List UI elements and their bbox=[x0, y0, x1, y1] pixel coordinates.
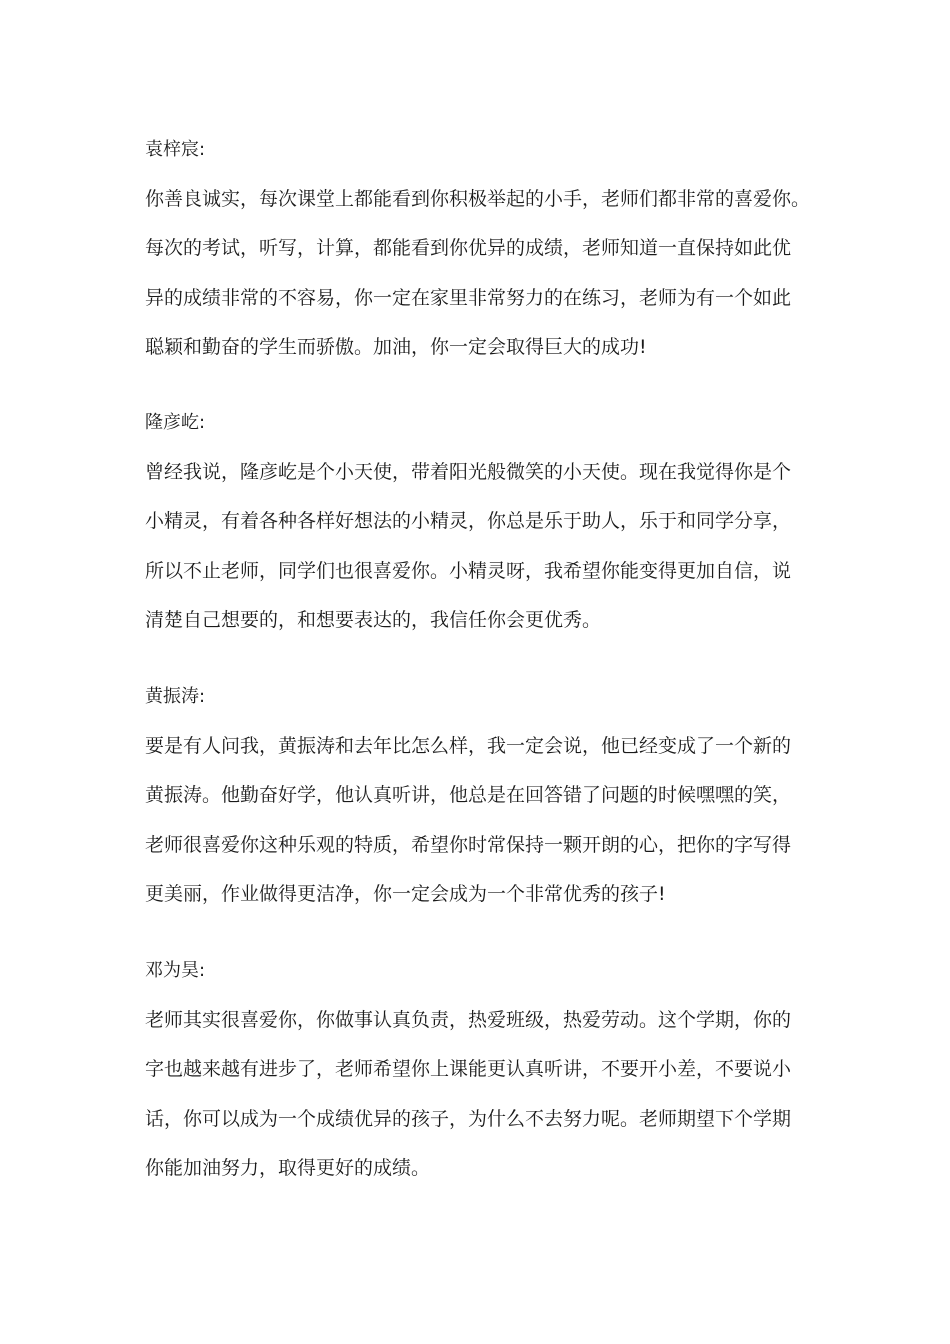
student-comment-section bbox=[145, 946, 817, 1194]
comment-line: 字也越来越有进步了，老师希望你上课能更认真听讲，不要开小差，不要说小 bbox=[145, 1058, 792, 1080]
comment-line: 黄振涛。他勤奋好学，他认真听讲，他总是在回答错了问题的时候嘿嘿的笑， bbox=[145, 784, 792, 806]
comment-line: 老师很喜爱你这种乐观的特质，希望你时常保持一颗开朗的心，把你的字写得 bbox=[145, 833, 792, 856]
student-name: 隆彦屹: bbox=[145, 411, 206, 433]
student-name: 袁梓宸: bbox=[145, 138, 206, 160]
student-name-row bbox=[145, 398, 817, 448]
comment-line: 每次的考试，听写，计算，都能看到你优异的成绩，老师知道一直保持如此优 bbox=[145, 237, 792, 259]
student-comment-section bbox=[145, 398, 817, 646]
comment-line: 要是有人问我，黄振涛和去年比怎么样，我一定会说，他已经变成了一个新的 bbox=[145, 734, 792, 757]
student-name: 黄振涛: bbox=[145, 685, 206, 707]
comment-paragraph bbox=[145, 722, 817, 920]
comment-line: 更美丽，作业做得更洁净，你一定会成为一个非常优秀的孩子! bbox=[145, 883, 666, 905]
comment-line: 老师其实很喜爱你，你做事认真负责，热爱班级，热爱劳动。这个学期，你的 bbox=[145, 1008, 792, 1031]
student-comment-section bbox=[145, 672, 817, 920]
student-name-row bbox=[145, 672, 817, 722]
student-name-row bbox=[145, 125, 817, 175]
comment-line: 清楚自己想要的，和想要表达的，我信任你会更优秀。 bbox=[145, 609, 602, 631]
comment-paragraph bbox=[145, 448, 817, 646]
comment-line: 你能加油努力，取得更好的成绩。 bbox=[145, 1157, 431, 1179]
comment-line: 异的成绩非常的不容易，你一定在家里非常努力的在练习，老师为有一个如此 bbox=[145, 286, 792, 309]
comment-line: 小精灵，有着各种各样好想法的小精灵，你总是乐于助人，乐于和同学分享， bbox=[145, 510, 792, 532]
comment-paragraph bbox=[145, 996, 817, 1194]
comment-paragraph bbox=[145, 175, 817, 373]
student-comment-section bbox=[145, 125, 817, 373]
comment-line: 聪颖和勤奋的学生而骄傲。加油，你一定会取得巨大的成功! bbox=[145, 336, 647, 358]
student-name-row bbox=[145, 946, 817, 996]
student-name: 邓为昊: bbox=[145, 959, 206, 981]
comment-line: 曾经我说，隆彦屹是个小天使，带着阳光般微笑的小天使。现在我觉得你是个 bbox=[145, 460, 792, 483]
comment-line: 所以不止老师，同学们也很喜爱你。小精灵呀，我希望你能变得更加自信，说 bbox=[145, 559, 792, 582]
comment-line: 你善良诚实，每次课堂上都能看到你积极举起的小手，老师们都非常的喜爱你。 bbox=[145, 187, 811, 210]
comment-line: 话，你可以成为一个成绩优异的孩子，为什么不去努力呢。老师期望下个学期 bbox=[145, 1107, 792, 1130]
